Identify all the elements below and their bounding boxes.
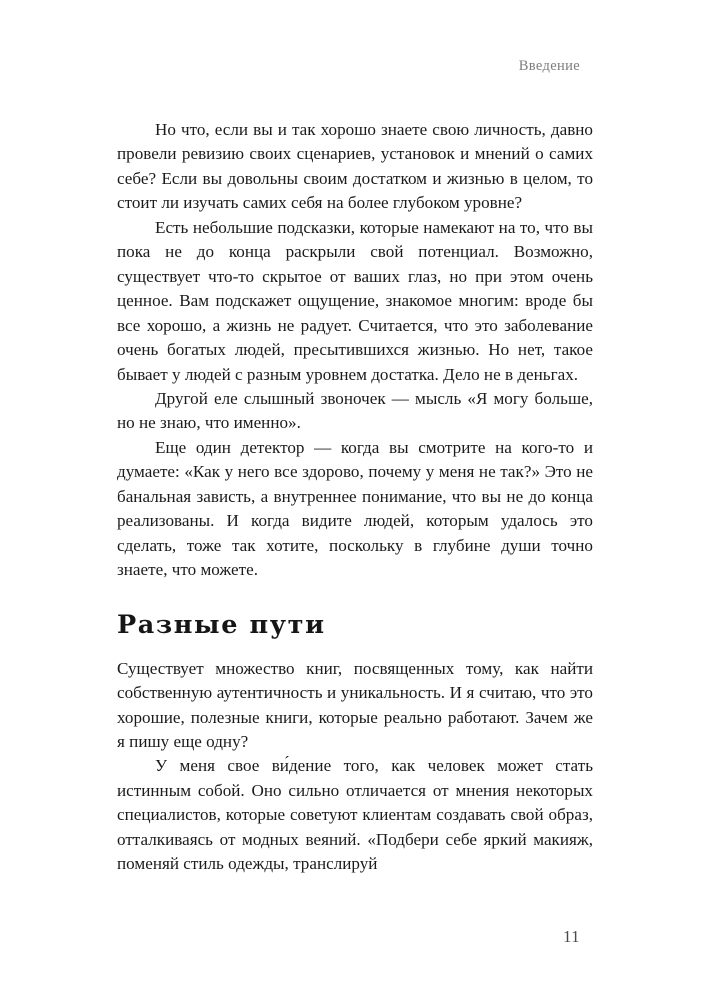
- page-number: 11: [563, 927, 580, 946]
- spacer: [117, 640, 593, 657]
- running-head: Введение: [518, 58, 580, 74]
- paragraph: Еще один детектор — когда вы смотрите на кого-то и думаете: «Как у него все здорово, почему у меня не так?» Это не банальная зависть, а внутреннее понимание, что вы не до конца реализованы. И когда видите людей, которым удалось это сделать, тоже так хотите, поскольку в глубине души точно знаете, что можете.: [117, 437, 593, 580]
- paragraph: Другой еле слышный звоночек — мысль «Я могу больше, но не знаю, что именно».: [117, 388, 593, 433]
- paragraph: Есть небольшие подсказки, которые намекают на то, что вы пока не до конца раскрыли свой потенциал. Возможно, существует что-то скрытое от ваших глаз, но при этом очень ценное. Вам подскажет ощущение, знакомое многим: вроде бы все хорошо, а жизнь не радует. Считается, что это заболевание очень богатых людей, пресытившихся жизнью. Но нет, такое бывает у людей с разным уровнем достатка. Дело не в деньгах.: [117, 217, 593, 384]
- paragraph: У меня свое ви́дение того, как человек может стать истинным собой. Оно сильно отличается от мнения некоторых специалистов, которые советуют клиентам создавать свой образ, отталкиваясь от модных веяний. «Подбери себе яркий макияж, поменяй стиль одежды, транслируй: [117, 756, 593, 874]
- paragraph: Существует множество книг, посвященных тому, как найти собственную аутентичность и уникальность. И я считаю, что это хорошие, полезные книги, которые реально работают. Зачем же я пишу еще одну?: [117, 658, 593, 751]
- section-heading: Разные пути: [117, 609, 326, 640]
- paragraph: Но что, если вы и так хорошо знаете свою личность, давно провели ревизию своих сценариев, установок и мнений о самих себе? Если вы довольны своим достатком и жизнью в целом, то стоит ли изучать самих себя на более глубоком уровне?: [117, 120, 593, 213]
- body-text-block: [117, 118, 593, 877]
- spacer: [117, 583, 593, 610]
